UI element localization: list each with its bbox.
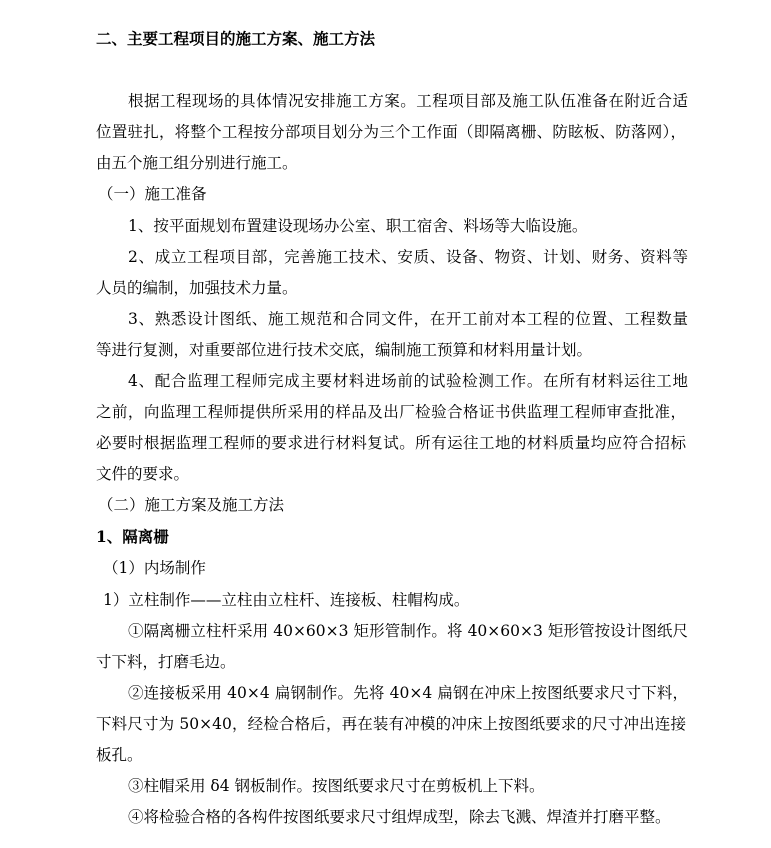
section-title: 二、主要工程项目的施工方案、施工方法 bbox=[96, 29, 376, 48]
part1-heading: （一）施工准备 bbox=[98, 185, 207, 203]
step-2-cont: 下料尺寸为 50×40，经检合格后，再在装有冲模的冲床上按图纸要求的尺寸冲出连接 bbox=[96, 715, 686, 733]
prep-item-4: 4、配合监理工程师完成主要材料进场前的试验检测工作。在所有材料运往工地 bbox=[128, 372, 688, 390]
intro-line: 由五个施工组分别进行施工。 bbox=[96, 154, 298, 172]
step-3: ③柱帽采用 δ4 钢板制作。按图纸要求尺寸在剪板机上下料。 bbox=[128, 777, 545, 795]
part2-heading: （二）施工方案及施工方法 bbox=[98, 496, 285, 514]
step-2: ②连接板采用 40×4 扁钢制作。先将 40×4 扁钢在冲床上按图纸要求尺寸下料， bbox=[128, 684, 688, 702]
sub-sub-heading: （1）内场制作 bbox=[103, 559, 206, 577]
intro-line: 根据工程现场的具体情况安排施工方案。工程项目部及施工队伍准备在附近合适 bbox=[128, 92, 688, 110]
prep-item-4-cont: 文件的要求。 bbox=[96, 465, 190, 483]
intro-line: 位置驻扎，将整个工程按分部项目划分为三个工作面（即隔离栅、防眩板、防落网）， bbox=[96, 123, 686, 141]
prep-item-1: 1、按平面规划布置建设现场办公室、职工宿舍、料场等大临设施。 bbox=[128, 217, 588, 235]
prep-item-4-cont: 之前，向监理工程师提供所采用的样品及出厂检验合格证书供监理工程师审查批准， bbox=[96, 403, 686, 421]
step-1: ①隔离栅立柱杆采用 40×60×3 矩形管制作。将 40×60×3 矩形管按设计图纸尺 bbox=[128, 622, 688, 640]
prep-item-3-cont: 等进行复测，对重要部位进行技术交底，编制施工预算和材料用量计划。 bbox=[96, 341, 593, 359]
step-4: ④将检验合格的各构件按图纸要求尺寸组焊成型，除去飞溅、焊渣并打磨平整。 bbox=[128, 808, 671, 826]
prep-item-4-cont: 必要时根据监理工程师的要求进行材料复试。所有运往工地的材料质量均应符合招标 bbox=[96, 434, 686, 452]
step-1-cont: 寸下料，打磨毛边。 bbox=[96, 653, 236, 671]
prep-item-3: 3、熟悉设计图纸、施工规范和合同文件，在开工前对本工程的位置、工程数量 bbox=[128, 310, 688, 328]
prep-item-2: 2、成立工程项目部，完善施工技术、安质、设备、物资、计划、财务、资料等 bbox=[128, 248, 688, 266]
step-2-cont: 板孔。 bbox=[96, 746, 143, 764]
prep-item-2-cont: 人员的编制，加强技术力量。 bbox=[96, 279, 298, 297]
step-title: 1）立柱制作——立柱由立柱杆、连接板、柱帽构成。 bbox=[103, 591, 470, 609]
sub-heading: 1、隔离栅 bbox=[96, 527, 169, 546]
